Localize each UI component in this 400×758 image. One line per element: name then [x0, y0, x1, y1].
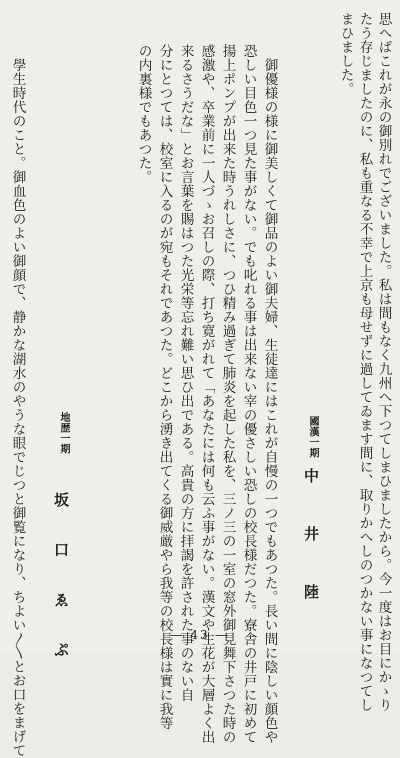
author-name: 中 井 陸 [302, 468, 320, 613]
text-column: 揚上ポンプが出来た時うれしさに、つひ精み過ぎて肺炎を起した私を、三ノ三の一室の窓外御見舞下さつた時の [219, 44, 236, 744]
text-column: 思へばこれが永の御別れでございました。私は間もなく九州へ下つてしまひましたから。今一度はお目にかゝり [375, 12, 392, 712]
text-column: 感激や、卒業前に一人づゝお召しの際、打ち寛がれて「あなたには何も云ふ事がない。漢文や生花が大層よく出 [198, 44, 215, 744]
text-column: まひました。 [337, 12, 354, 96]
text-column: の内裏様でもあつた。 [135, 44, 152, 184]
page-number: ― 43 ― [170, 628, 230, 642]
text-column: 御優様の様に御美しくて御品のよい御夫婦、生徒達にはこれが自慢の一つでもあつた。長い間に陰しい顔色や [261, 58, 278, 744]
class-tag: 地歴一期 [58, 412, 69, 454]
text-column: 恐しい目色一つ見た事がない。でも叱れる事は出来ない宰の優さしい恐しの校長様だつた。寮舎の井戸に初めて [240, 44, 257, 744]
text-column: 學生時代のこと。御血色のよい御顔で、静かな湖水のやうな眼でじつと御覧になり、ちよい〳〵とお口をまげて [9, 58, 26, 758]
text-column: 来るさうだな」とお言葉を賜はつた光栄等忘れ難い思ひ出である。高貴の方に拝謁を許された事のない自 [177, 44, 194, 702]
class-tag: 國漢一期 [307, 416, 318, 458]
text-column: 分にとつては、校室に入るのが宛もそれであつた。どこから湧き出てくる御威厳やら我等の校長様は實に我等 [156, 44, 173, 730]
author-name: 坂 口 ゑ ぷ [52, 492, 70, 667]
text-column: たう存じましたのに、私も重なる不幸で上京も母せずに過してゐます間に、取りかへしのつかない事になつてし [356, 12, 373, 712]
